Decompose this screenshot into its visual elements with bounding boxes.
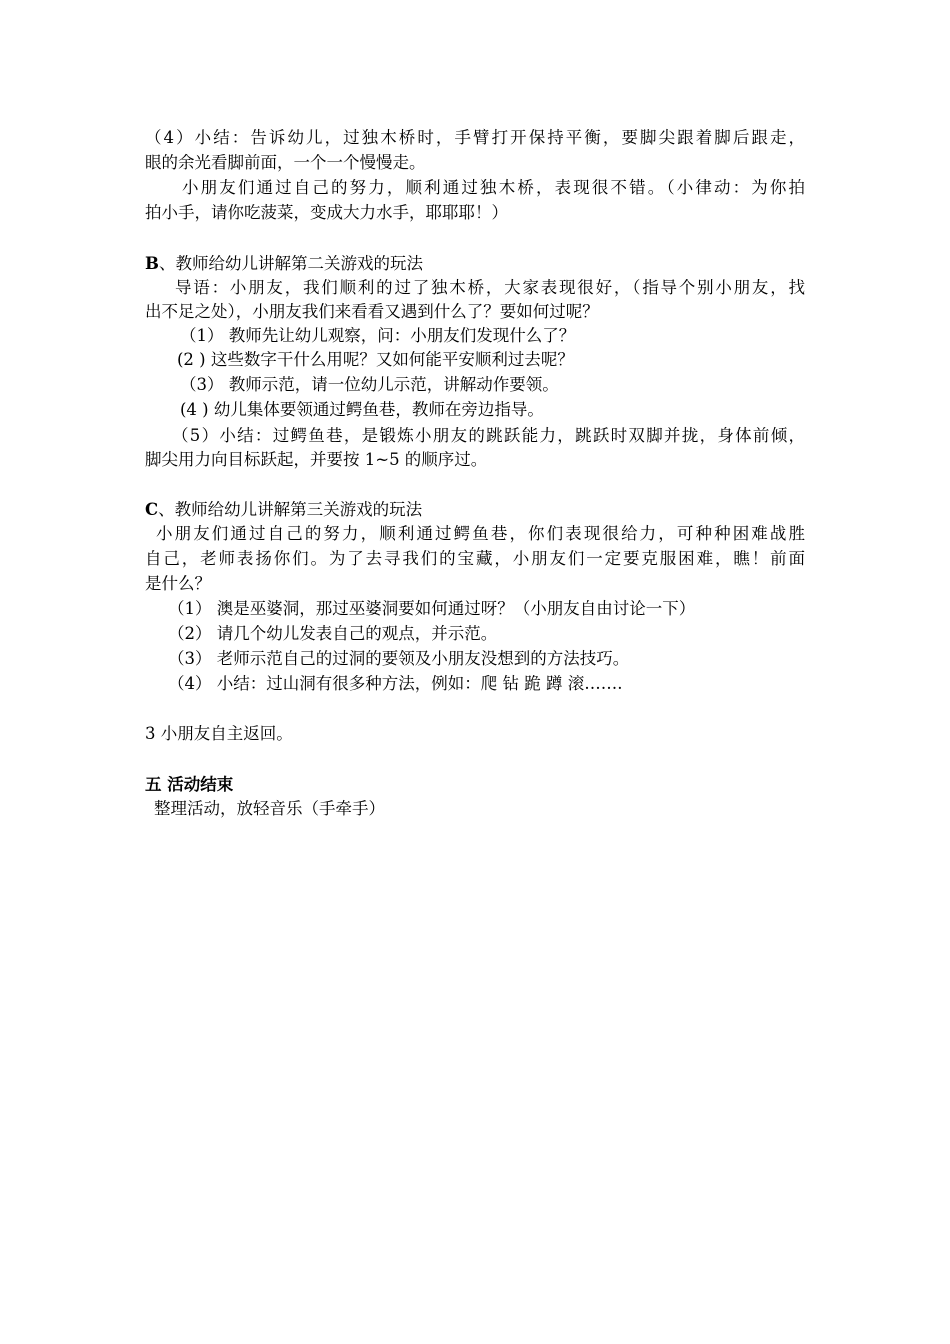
- section-b-intro-line2: 出不足之处），小朋友我们来看看又遇到什么了？要如何过呢？: [145, 302, 599, 321]
- section-b-summary-line1: （5）小结：过鳄鱼巷，是锻炼小朋友的跳跃能力，跳跃时双脚并拢，身体前倾，: [172, 426, 805, 445]
- para2-line2: 拍小手，请你吃菠菜，变成大力水手，耶耶耶！）: [145, 203, 508, 222]
- section-c-intro-line1: 小朋友们通过自己的努力，顺利通过鳄鱼巷，你们表现很给力，可种种困难战胜: [156, 524, 805, 543]
- section-c-letter: C: [145, 500, 159, 519]
- section-b-intro-line1: 导语：小朋友，我们顺利的过了独木桥，大家表现很好，（指导个别小朋友，找: [175, 278, 805, 297]
- para2-line1: 小朋友们通过自己的努力，顺利通过独木桥，表现很不错。（小律动：为你拍: [182, 178, 805, 197]
- section-b-item-1: （1） 教师先让幼儿观察，问：小朋友们发现什么了？: [180, 326, 576, 345]
- para1-line1: （4）小结：告诉幼儿，过独木桥时，手臂打开保持平衡，要脚尖跟着脚后跟走，: [145, 128, 805, 147]
- section-c-title: 、教师给幼儿讲解第三关游戏的玩法: [158, 500, 423, 519]
- section-b-item-3: （3） 教师示范，请一位幼儿示范，讲解动作要领。: [180, 375, 559, 394]
- section-c-item-1: （1） 澳是巫婆洞，那过巫婆洞要如何通过呀？（小朋友自由讨论一下）: [168, 599, 696, 618]
- section-b-letter: B: [145, 254, 159, 273]
- section-b-heading: [145, 252, 423, 276]
- section-c-item-3: （3） 老师示范自己的过洞的要领及小朋友没想到的方法技巧。: [168, 649, 630, 668]
- section-b-summary-line2: 脚尖用力向目标跃起，并要按 1~5 的顺序过。: [145, 450, 488, 469]
- section-c-intro-line3: 是什么？: [145, 574, 211, 593]
- section-c-item-2: （2） 请几个幼儿发表自己的观点，并示范。: [168, 624, 498, 643]
- section-b-item-4: (4 ) 幼儿集体要领通过鳄鱼巷，教师在旁边指导。: [180, 400, 544, 419]
- section-b-item-2: (2 ) 这些数字干什么用呢？又如何能平安顺利过去呢？: [177, 350, 574, 369]
- section-five-heading: 五 活动结束: [145, 775, 234, 794]
- section-b-title: 、教师给幼儿讲解第二关游戏的玩法: [158, 254, 423, 273]
- section-five-content: 整理活动，放轻音乐（手牵手）: [154, 799, 385, 818]
- step-3-return: 3 小朋友自主返回。: [145, 724, 293, 743]
- section-c-item-4: （4） 小结：过山洞有很多种方法，例如：爬 钻 跪 蹲 滚…….: [168, 674, 623, 693]
- section-c-heading: [145, 498, 422, 522]
- section-c-intro-line2: 自己，老师表扬你们。为了去寻我们的宝藏，小朋友们一定要克服困难，瞧！前面: [145, 549, 805, 568]
- para1-line2: 眼的余光看脚前面，一个一个慢慢走。: [145, 153, 426, 172]
